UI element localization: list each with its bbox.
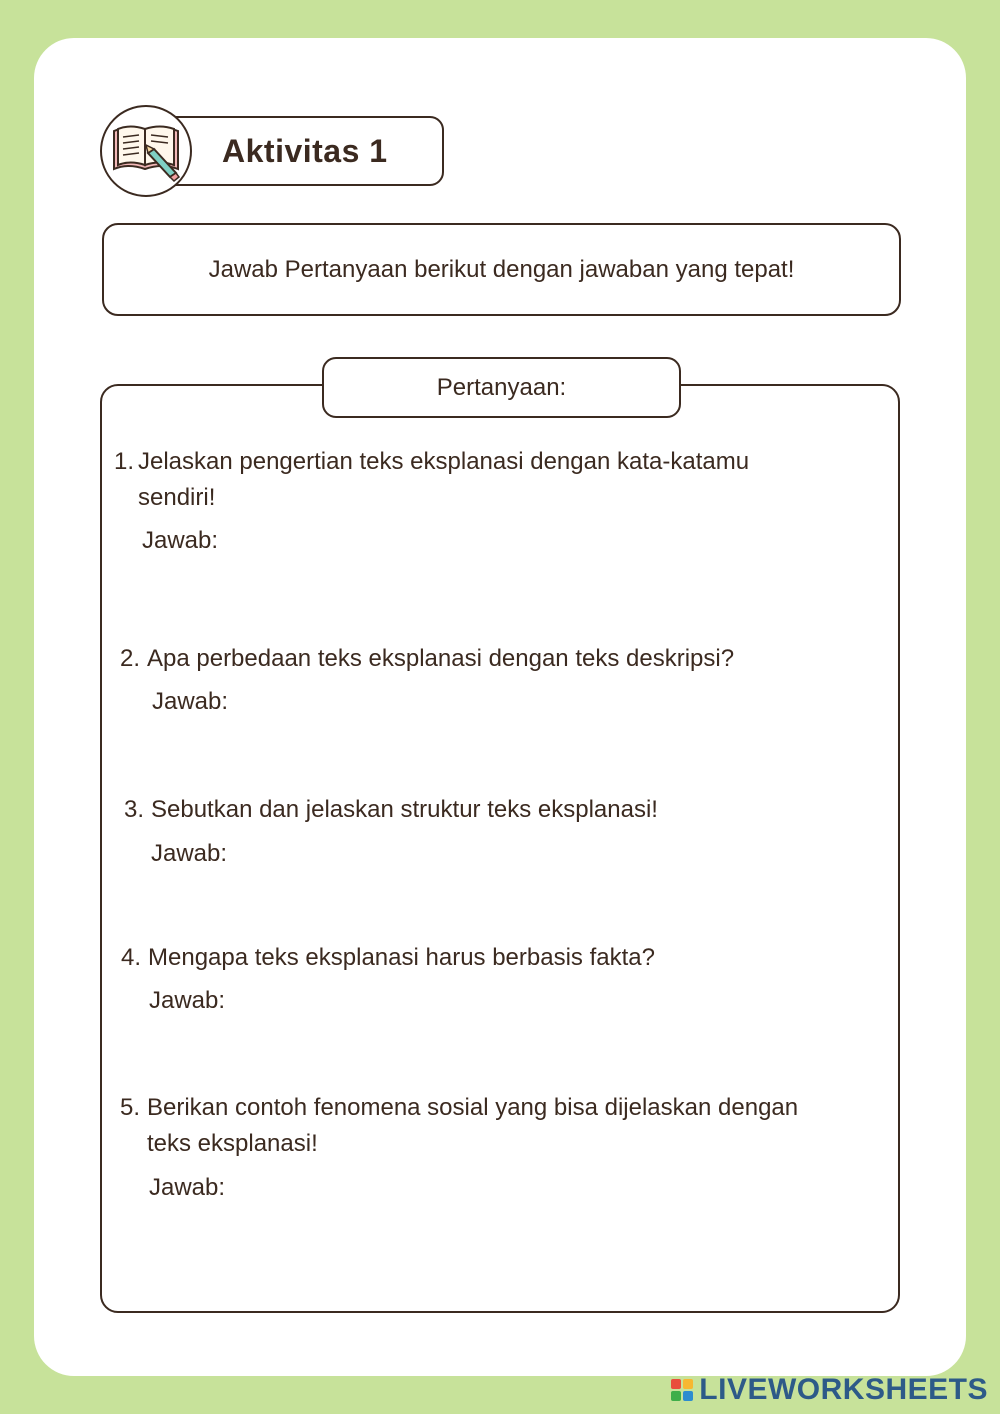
liveworksheets-brand[interactable] xyxy=(671,1372,988,1408)
answer-label-1[interactable]: Jawab: xyxy=(142,527,219,554)
question-line: teks eksplanasi! xyxy=(147,1130,318,1157)
question-5 xyxy=(120,1090,140,1126)
question-1 xyxy=(114,444,134,480)
questions-tab xyxy=(322,357,681,418)
answer-label-3[interactable]: Jawab: xyxy=(151,840,228,867)
question-line: Jelaskan pengertian teks eksplanasi dengan kata-katamu xyxy=(138,448,750,475)
instruction-box xyxy=(102,223,901,316)
question-line: Berikan contoh fenomena sosial yang bisa dijelaskan dengan xyxy=(147,1094,799,1121)
answer-label-5[interactable]: Jawab: xyxy=(149,1174,226,1201)
question-line: sendiri! xyxy=(138,484,216,511)
question-1-text xyxy=(138,444,749,516)
question-line: Sebutkan dan jelaskan struktur teks eksplanasi! xyxy=(151,796,658,823)
answer-label-2[interactable]: Jawab: xyxy=(152,688,229,715)
questions-tab-label: Pertanyaan: xyxy=(436,373,567,401)
question-number: 1. xyxy=(114,448,135,475)
question-number: 4. xyxy=(121,944,142,971)
answer-label-4[interactable]: Jawab: xyxy=(149,987,226,1014)
question-2-text xyxy=(147,641,734,677)
question-number: 5. xyxy=(120,1094,141,1121)
instruction-text: Jawab Pertanyaan berikut dengan jawaban yang tepat! xyxy=(208,255,795,283)
brand-name: LIVEWORKSHEETS xyxy=(699,1373,988,1406)
page-title: Aktivitas 1 xyxy=(222,133,388,169)
question-5-text xyxy=(147,1090,798,1162)
question-3-text xyxy=(151,792,658,828)
question-4 xyxy=(121,940,141,976)
question-number: 2. xyxy=(120,645,141,672)
question-4-text xyxy=(148,940,655,976)
question-2 xyxy=(120,641,140,677)
liveworksheets-logo-icon xyxy=(671,1379,693,1401)
question-3 xyxy=(124,792,144,828)
book-pencil-icon xyxy=(100,105,192,197)
question-number: 3. xyxy=(124,796,145,823)
question-line: Mengapa teks eksplanasi harus berbasis fakta? xyxy=(148,944,655,971)
question-line: Apa perbedaan teks eksplanasi dengan teks deskripsi? xyxy=(147,645,735,672)
